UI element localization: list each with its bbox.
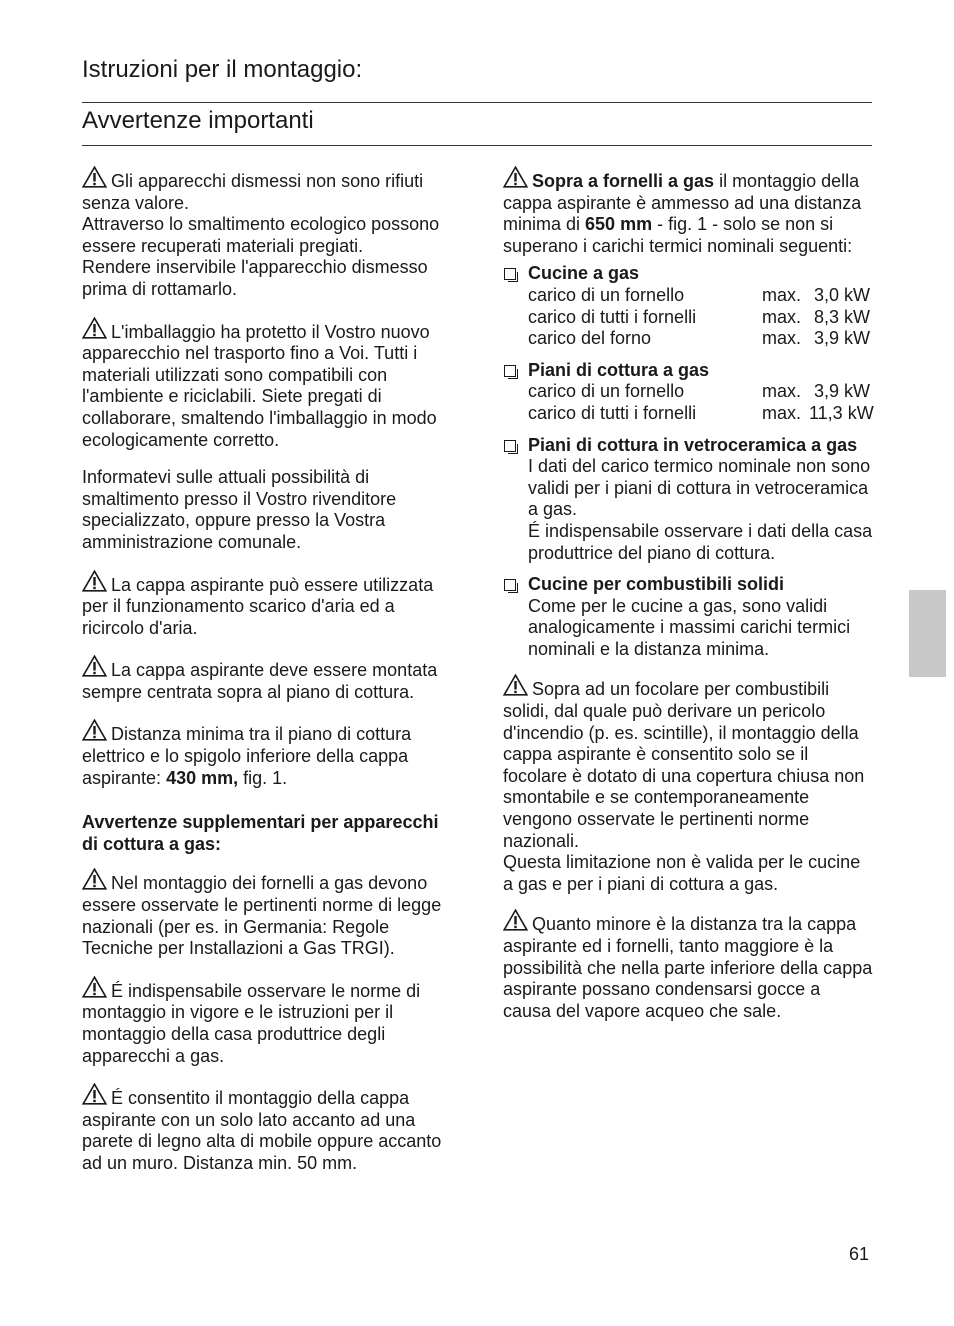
paragraph-min-distance: Distanza minima tra il piano di cottura elettrico e lo spigolo inferiore della cappa aspirante: 430 mm, fig. 1. xyxy=(82,719,454,789)
page-number: 61 xyxy=(849,1244,870,1264)
bullet-title: Piani di cottura a gas xyxy=(528,359,710,380)
warning-icon xyxy=(82,868,107,890)
page-title: Istruzioni per il montaggio: xyxy=(82,56,363,83)
warning-icon xyxy=(82,570,107,592)
checkbox-bullet-icon xyxy=(504,268,516,280)
section-divider xyxy=(82,145,872,146)
warning-icon xyxy=(82,317,107,339)
checkbox-bullet-icon xyxy=(504,579,516,591)
load-row: carico di tutti i fornelli max. 8,3 kW xyxy=(528,306,871,327)
paragraph-info: Informatevi sulle attuali possibilità di smaltimento presso il Vostro rivenditore specializzato, oppure presso la Vostra amministrazione comunale. xyxy=(82,467,397,552)
bullet-combustibili-solidi: Cucine per combustibili solidi Come per le cucine a gas, sono validi analogicamente i massimi carichi termici nominali e la distanza minima. xyxy=(503,574,873,660)
warning-icon xyxy=(503,909,528,931)
right-column xyxy=(503,166,873,1038)
bullet-title: Cucine per combustibili solidi xyxy=(528,574,785,595)
paragraph-focolare: Sopra ad un focolare per combustibili solidi, dal quale può derivare un pericolo d'incendio (p. es. scintille), il montaggio della cappa aspirante è consentito solo se il focolare è dotato di una copertura chiusa non smontabile e se contemporaneamente vengono osservate le pertinenti norme nazionali. Questa limitazione non è valida per le cucine a gas e per i piani di cottura a gas. xyxy=(503,674,873,895)
paragraph-packaging: L'imballaggio ha protetto il Vostro nuovo apparecchio nel trasporto fino a Voi. Tutti i materiali utilizzati sono compatibili con l'ambiente e riciclabili. Siete pregati di collaborare, smaltendo l'imballaggio in modo ecologicamente corretto. xyxy=(82,317,454,452)
paragraph-centered: La cappa aspirante deve essere montata sempre centrata sopra al piano di cottura. xyxy=(82,655,454,703)
title-divider xyxy=(82,102,872,103)
warning-icon xyxy=(503,674,528,696)
warning-icon xyxy=(503,166,528,188)
bullet-cucine-gas xyxy=(503,263,873,349)
warning-icon xyxy=(82,1083,107,1105)
load-row: carico di un fornello max. 3,0 kW xyxy=(528,284,871,305)
load-row: carico di un fornello max. 3,9 kW xyxy=(528,381,871,402)
warning-icon xyxy=(82,166,107,188)
paragraph-gas-intro: Sopra a fornelli a gas il montaggio della cappa aspirante è ammesso ad una distanza minima di 650 mm - fig. 1 - solo se non si superano i carichi termici nominali seguenti: xyxy=(503,166,873,257)
bullet-title: Piani di cottura in vetroceramica a gas xyxy=(528,434,858,455)
warning-icon xyxy=(82,655,107,677)
checkbox-bullet-icon xyxy=(504,365,516,377)
paragraph-modes: La cappa aspirante può essere utilizzata per il funzionamento scarico d'aria ed a ricircolo d'aria. xyxy=(82,570,454,640)
checkbox-bullet-icon xyxy=(504,440,516,452)
warning-icon xyxy=(82,976,107,998)
bullet-vetroceramica: Piani di cottura in vetroceramica a gas I dati del carico termico nominale non sono validi per i piani di cottura in vetroceramica a gas. É indispensabile osservare i dati della casa produttrice del piano di cottura. xyxy=(503,435,873,565)
paragraph-mounting-rules: É indispensabile osservare le norme di montaggio in vigore e le istruzioni per il montaggio della casa produttrice degli apparecchi a gas. xyxy=(82,976,454,1067)
paragraph-gas-norms: Nel montaggio dei fornelli a gas devono essere osservate le pertinenti norme di legge nazionali (per es. in Germania: Regole Tecniche per Installazioni a Gas TRGI). xyxy=(82,868,454,959)
bullet-title: Cucine a gas xyxy=(528,263,640,284)
warning-icon xyxy=(82,719,107,741)
supplement-heading: Avvertenze supplementari per apparecchi di cottura a gas: xyxy=(82,812,439,854)
paragraph-condensa: Quanto minore è la distanza tra la cappa aspirante ed i fornelli, tanto maggiore è la possibilità che nella parte inferiore della cappa aspirante possano condensarsi gocce a causa del vapore acqueo che sale. xyxy=(503,909,873,1022)
side-tab-marker xyxy=(909,590,946,677)
load-row: carico del forno max. 3,9 kW xyxy=(528,328,871,349)
section-title: Avvertenze importanti xyxy=(82,107,314,134)
left-column xyxy=(82,166,454,1191)
paragraph-wall-mounting: É consentito il montaggio della cappa aspirante con un solo lato accanto ad una parete di legno alta di mobile oppure accanto ad un muro. Distanza min. 50 mm. xyxy=(82,1083,454,1174)
load-row: carico di tutti i fornelli max. 11,3 kW xyxy=(528,402,874,423)
bullet-piani-gas xyxy=(503,360,873,425)
paragraph-disposal: Gli apparecchi dismessi non sono rifiuti senza valore. Attraverso lo smaltimento ecologico possono essere recuperati materiali pregiati. Rendere inservibile l'apparecchio dismesso prima di rottamarlo. xyxy=(82,166,454,301)
